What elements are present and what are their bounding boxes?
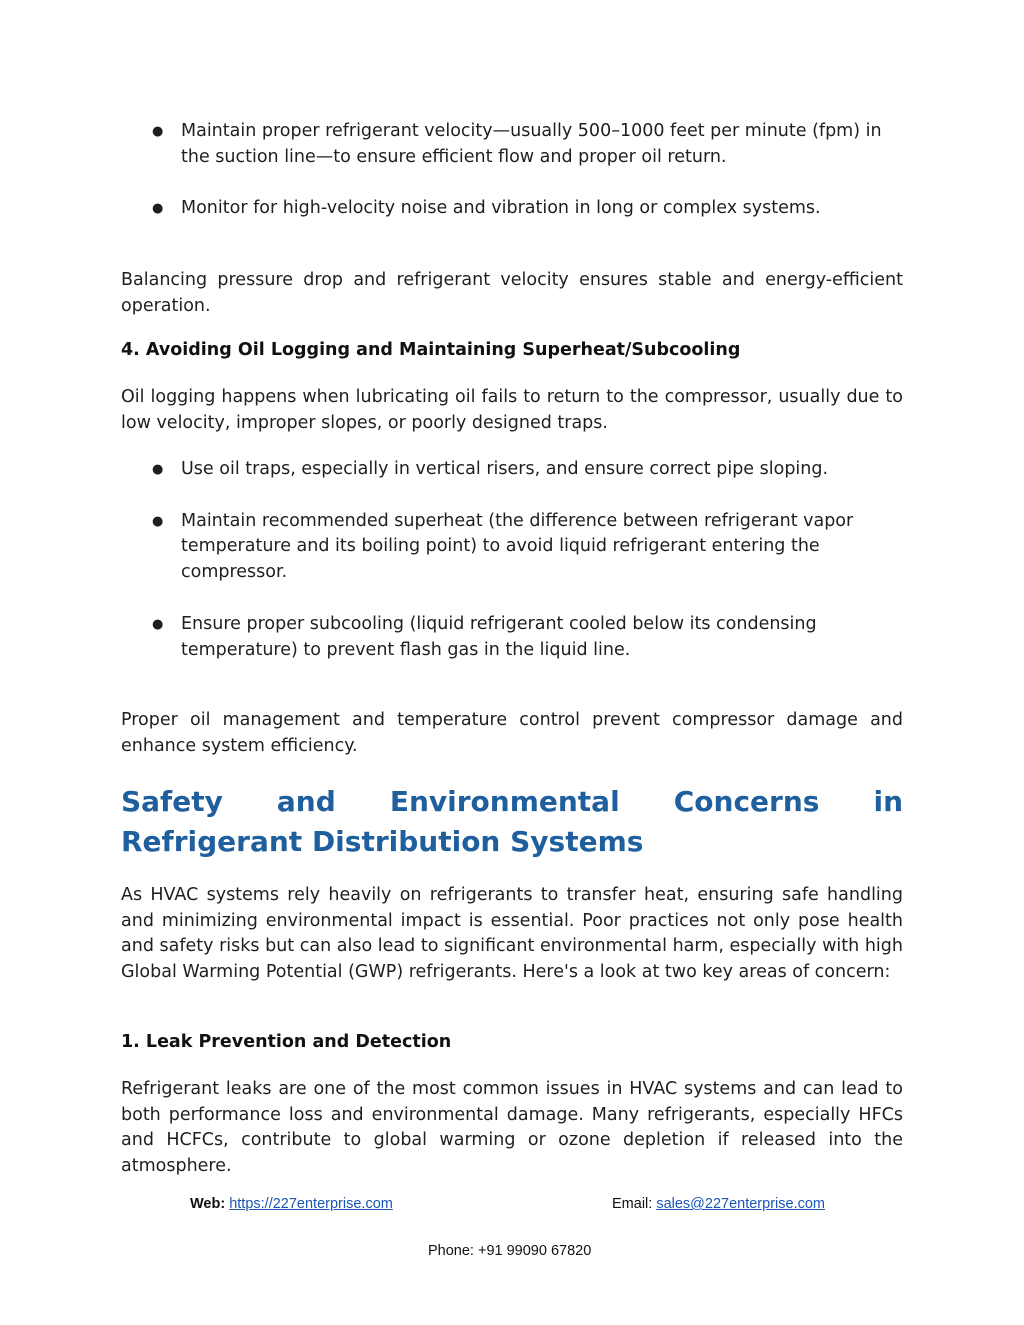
title-word: Environmental xyxy=(389,785,620,818)
list-item-text: Use oil traps, especially in vertical risers, and ensure correct pipe sloping. xyxy=(181,459,829,479)
paragraph-oil-logging: Oil logging happens when lubricating oil fails to return to the compressor, usually due to low velocity, improper slopes, or poorly designed traps. xyxy=(121,387,903,433)
bullet-icon: ● xyxy=(152,201,164,217)
section-title-line1 xyxy=(121,782,903,822)
list-item-text: Monitor for high-velocity noise and vibration in long or complex systems. xyxy=(181,198,821,219)
title-word: Safety xyxy=(121,785,223,818)
list-item xyxy=(121,196,903,222)
paragraph-leaks: Refrigerant leaks are one of the most common issues in HVAC systems and can lead to both performance loss and environmental damage. Many refrigerants, especially HFCs and HCFCs, contribute to global warming or ozone depletion if released into the atmosphere. xyxy=(121,1079,903,1177)
list-item-text: Maintain proper refrigerant velocity—usually 500–1000 feet per minute (fpm) in the suction line—to ensure efficient flow and proper oil return. xyxy=(181,121,882,167)
web-link[interactable]: https://227enterprise.com xyxy=(229,1196,393,1212)
paragraph-balancing: Balancing pressure drop and refrigerant velocity ensures stable and energy-efficient operation. xyxy=(121,270,903,316)
list-item xyxy=(121,509,903,586)
bullet-icon: ● xyxy=(152,513,164,529)
bullet-list-oil xyxy=(121,457,903,663)
list-item xyxy=(121,119,903,170)
list-item xyxy=(121,612,903,663)
list-item xyxy=(121,457,903,483)
heading-oil-logging: 4. Avoiding Oil Logging and Maintaining Superheat/Subcooling xyxy=(121,340,741,360)
email-link[interactable]: sales@227enterprise.com xyxy=(656,1196,825,1212)
footer-phone: Phone: +91 99090 67820 xyxy=(428,1243,592,1259)
bullet-icon: ● xyxy=(152,124,164,139)
list-item-text: Maintain recommended superheat (the difference between refrigerant vapor temperature and its boiling point) to avoid liquid refrigerant entering the compressor. xyxy=(181,510,854,583)
bullet-icon: ● xyxy=(152,462,164,477)
paragraph-oil-management: Proper oil management and temperature control prevent compressor damage and enhance system efficiency. xyxy=(121,710,903,756)
email-label: Email: xyxy=(612,1196,653,1212)
bullet-icon: ● xyxy=(152,616,164,632)
title-word: in xyxy=(873,785,903,818)
title-word: and xyxy=(276,785,336,818)
list-item-text: Ensure proper subcooling (liquid refrigerant cooled below its condensing temperature) to prevent flash gas in the liquid line. xyxy=(181,613,817,660)
section-title xyxy=(121,782,903,862)
footer-email xyxy=(612,1196,825,1212)
paragraph-hvac: As HVAC systems rely heavily on refrigerants to transfer heat, ensuring safe handling and minimizing environmental impact is essential. Poor practices not only pose health and safety risks but can also lead to significant environmental harm, especially with high Global Warming Potential (GWP) refrigerants. Here's a look at two key areas of concern: xyxy=(121,885,903,983)
bullet-list-velocity xyxy=(121,119,903,222)
footer-web xyxy=(190,1196,393,1212)
heading-leak-prevention: 1. Leak Prevention and Detection xyxy=(121,1032,452,1052)
title-word: Concerns xyxy=(673,785,820,818)
web-label: Web: xyxy=(190,1196,226,1212)
section-title-line2: Refrigerant Distribution Systems xyxy=(121,825,644,858)
